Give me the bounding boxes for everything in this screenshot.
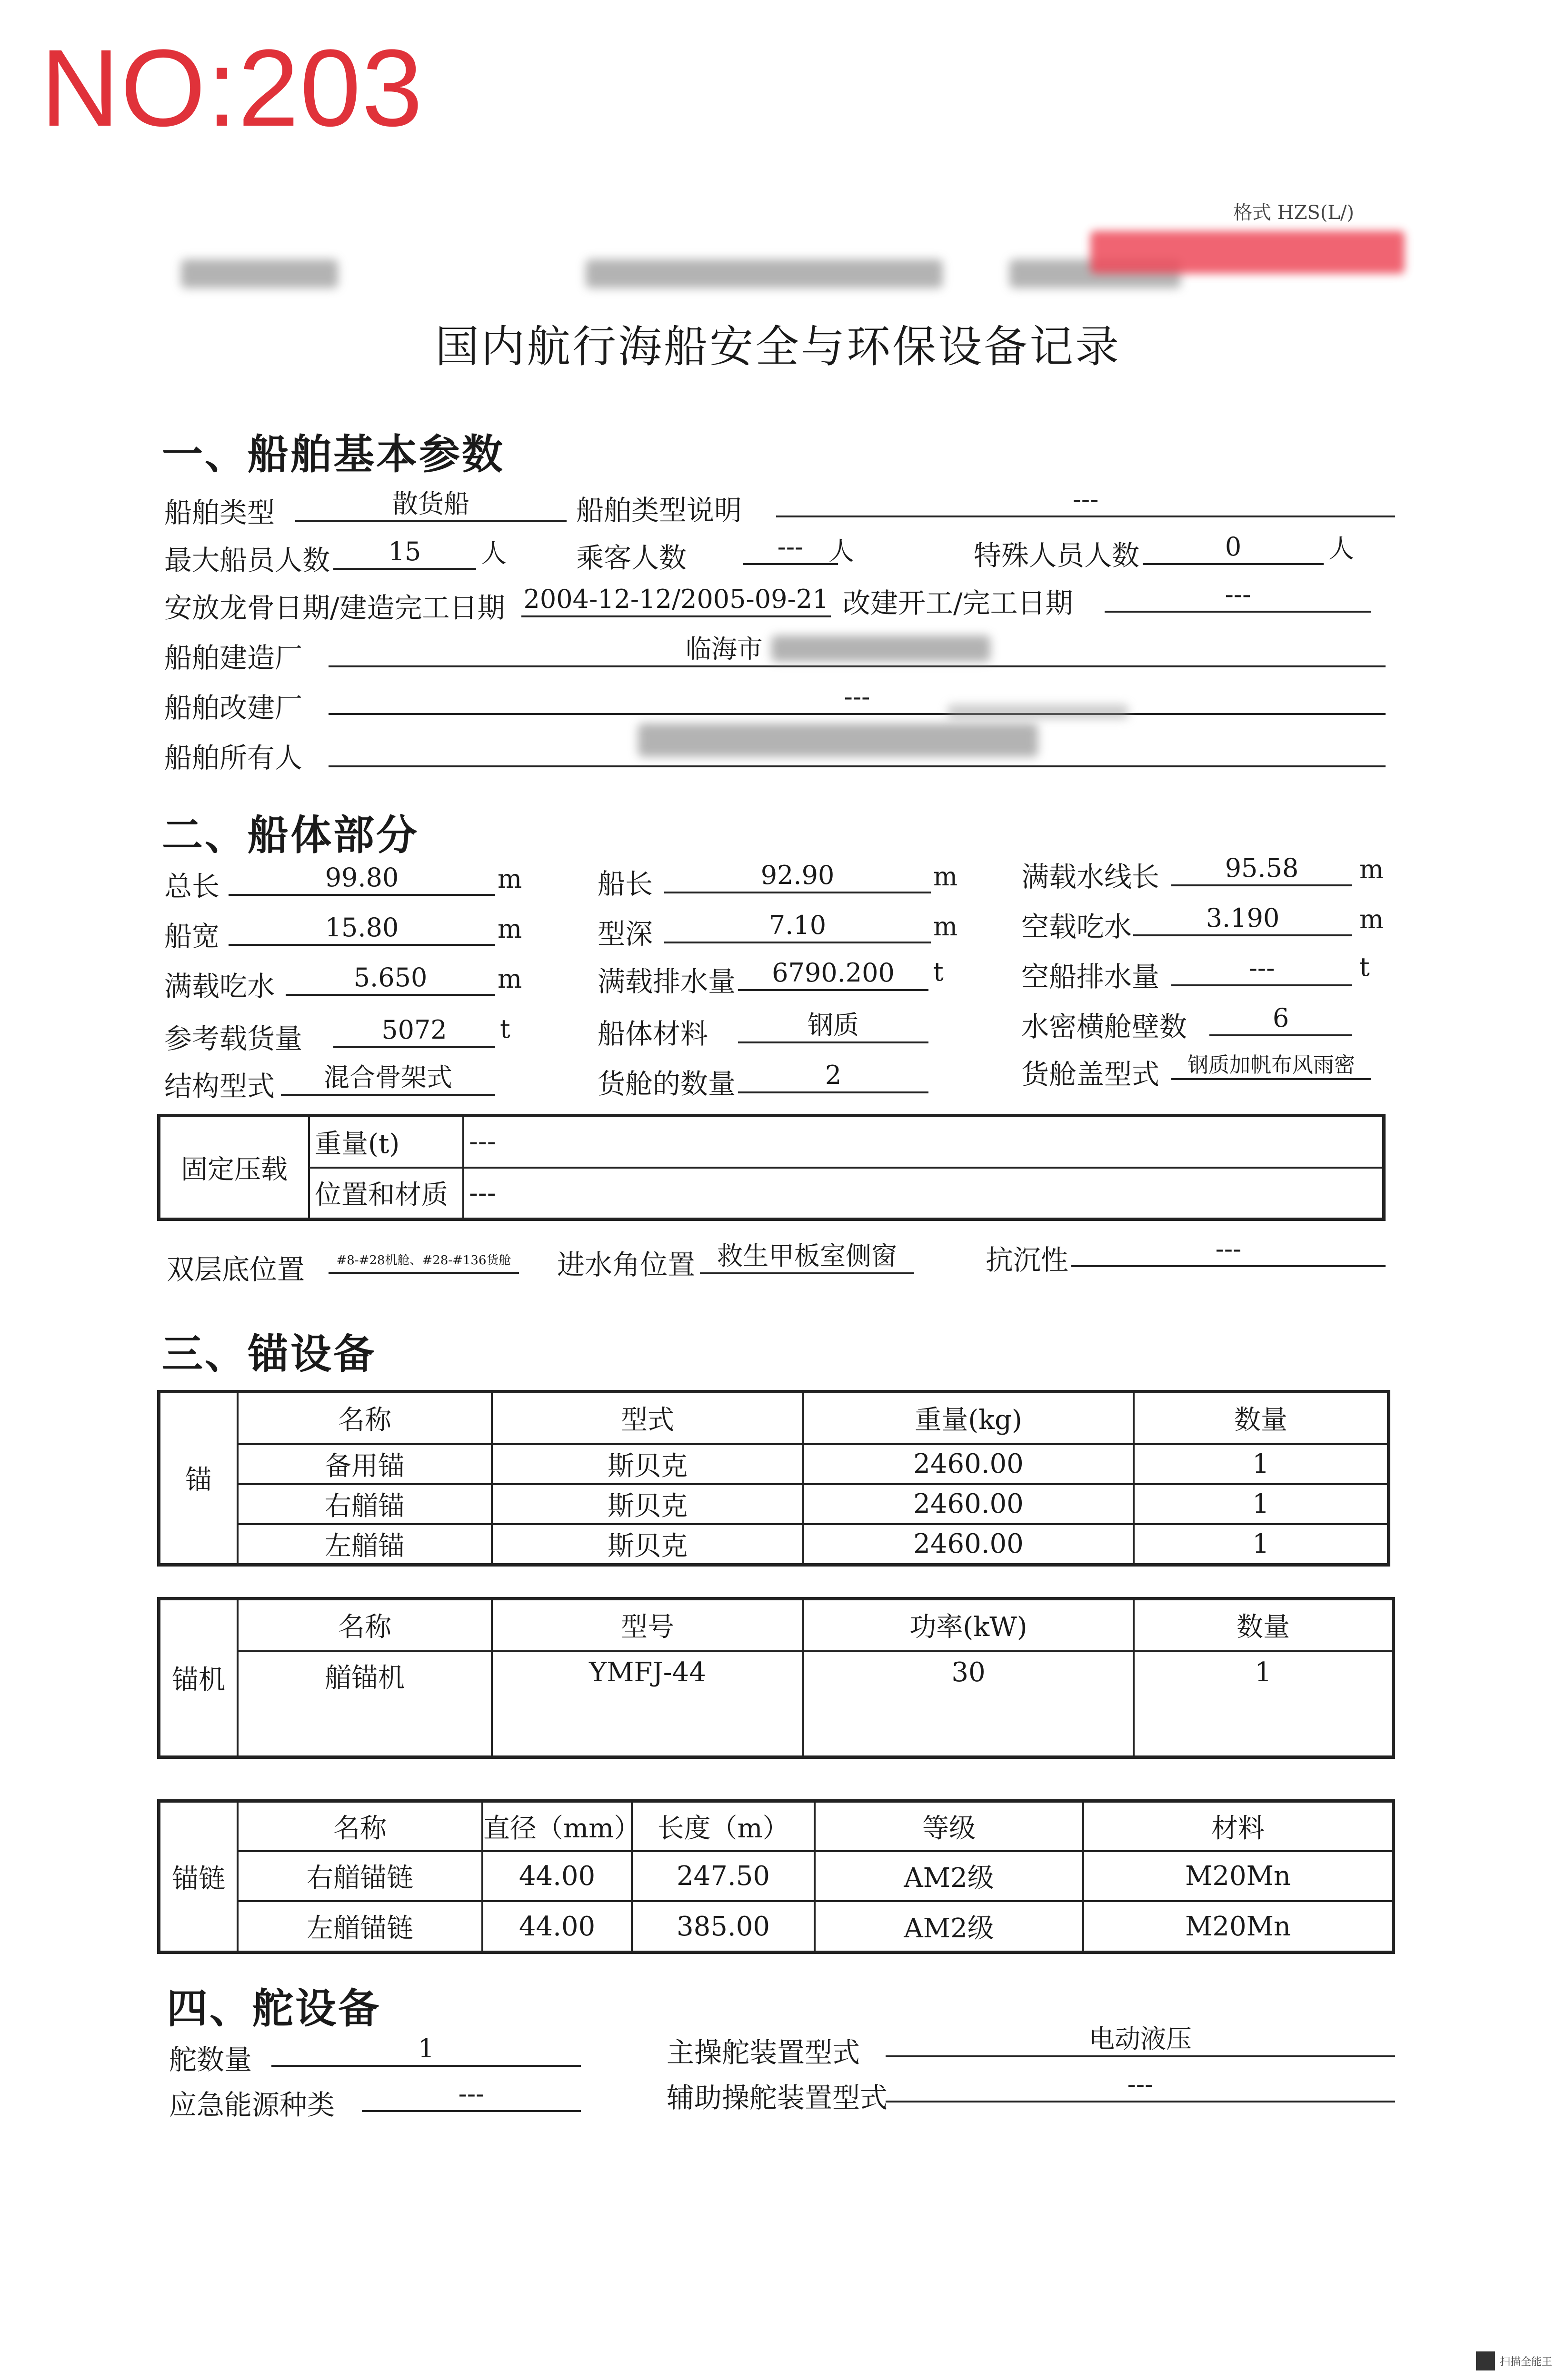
chain-grade: AM2级 bbox=[815, 1851, 1083, 1902]
ship-type-desc-label: 船舶类型说明 bbox=[576, 494, 742, 526]
light-draft-unit: m bbox=[1359, 904, 1384, 934]
aux-steer-value: --- bbox=[886, 2068, 1395, 2102]
ballast-weight-value: --- bbox=[463, 1116, 1384, 1168]
rebuild-label: 改建开工/完工日期 bbox=[843, 587, 1073, 619]
ballast-pos-label: 位置和材质 bbox=[309, 1168, 463, 1220]
struct-value: 混合骨架式 bbox=[281, 1061, 495, 1096]
beam-unit: m bbox=[498, 914, 522, 944]
main-steer-value: 电动液压 bbox=[886, 2023, 1395, 2057]
chain-group-label: 锚链 bbox=[159, 1801, 238, 1953]
builder-label: 船舶建造厂 bbox=[164, 642, 303, 674]
scanner-watermark: 扫描全能王 bbox=[1500, 2356, 1553, 2368]
rudder-count-value: 1 bbox=[271, 2033, 581, 2067]
ship-type-label: 船舶类型 bbox=[164, 496, 275, 529]
flood-label: 进水角位置 bbox=[557, 1249, 696, 1281]
chain-header-length: 长度（m） bbox=[632, 1801, 815, 1851]
anchor-weight: 2460.00 bbox=[803, 1524, 1134, 1565]
keel-label: 安放龙骨日期/建造完工日期 bbox=[164, 592, 505, 624]
windlass-header-name: 名称 bbox=[238, 1599, 492, 1651]
table-row bbox=[159, 1444, 1389, 1484]
lbp-label: 船长 bbox=[598, 868, 653, 900]
section-2-heading: 二、船体部分 bbox=[162, 811, 419, 859]
anchor-header-type: 型式 bbox=[492, 1392, 803, 1444]
max-crew-value: 15 bbox=[333, 536, 476, 570]
anchor-type: 斯贝克 bbox=[492, 1484, 803, 1524]
windlass-header-qty: 数量 bbox=[1134, 1599, 1394, 1651]
rudder-count-label: 舵数量 bbox=[169, 2043, 252, 2076]
windlass-group-label: 锚机 bbox=[159, 1599, 238, 1757]
anchor-weight: 2460.00 bbox=[803, 1484, 1134, 1524]
sink-label: 抗沉性 bbox=[986, 1244, 1069, 1276]
ballast-group-label: 固定压载 bbox=[159, 1116, 309, 1220]
record-number-stamp: NO:203 bbox=[40, 27, 424, 149]
anchor-header-qty: 数量 bbox=[1134, 1392, 1389, 1444]
anchor-qty: 1 bbox=[1134, 1444, 1389, 1484]
section-4-heading: 四、舵设备 bbox=[167, 1984, 381, 2033]
hull-mat-label: 船体材料 bbox=[598, 1018, 708, 1050]
loa-label: 总长 bbox=[164, 870, 220, 902]
windlass-header-model: 型号 bbox=[492, 1599, 803, 1651]
light-disp-unit: t bbox=[1359, 952, 1370, 982]
hatch-label: 货舱盖型式 bbox=[1021, 1058, 1160, 1091]
builder-value: 临海市 bbox=[329, 633, 1386, 667]
qr-code-icon bbox=[1476, 2351, 1495, 2370]
redacted-certificate-number bbox=[1090, 231, 1405, 274]
hull-mat-value: 钢质 bbox=[738, 1009, 928, 1043]
main-steer-label: 主操舵装置型式 bbox=[667, 2036, 860, 2069]
redacted-builder-name bbox=[771, 635, 990, 662]
chain-header-name: 名称 bbox=[238, 1801, 482, 1851]
table-row bbox=[159, 1901, 1394, 1952]
special-unit: 人 bbox=[1328, 534, 1354, 564]
loa-value: 99.80 bbox=[229, 862, 495, 896]
anchor-table bbox=[157, 1390, 1390, 1567]
anchor-type: 斯贝克 bbox=[492, 1444, 803, 1484]
full-disp-unit: t bbox=[933, 957, 944, 987]
windlass-power: 30 bbox=[803, 1651, 1134, 1757]
windlass-table bbox=[157, 1597, 1395, 1759]
anchor-header-name: 名称 bbox=[238, 1392, 492, 1444]
windlass-qty: 1 bbox=[1134, 1651, 1394, 1757]
full-disp-value: 6790.200 bbox=[738, 957, 928, 991]
anchor-type: 斯贝克 bbox=[492, 1524, 803, 1565]
chain-header-diameter: 直径（mm） bbox=[482, 1801, 632, 1851]
holds-label: 货舱的数量 bbox=[598, 1068, 736, 1100]
windlass-header-power: 功率(kW) bbox=[803, 1599, 1134, 1651]
table-row bbox=[159, 1524, 1389, 1565]
light-disp-value: --- bbox=[1171, 952, 1352, 986]
anchor-group-label: 锚 bbox=[159, 1392, 238, 1565]
holds-value: 2 bbox=[738, 1059, 928, 1093]
chain-header-material: 材料 bbox=[1083, 1801, 1394, 1851]
chain-name: 左艏锚链 bbox=[238, 1901, 482, 1952]
chain-header-grade: 等级 bbox=[815, 1801, 1083, 1851]
depth-label: 型深 bbox=[598, 918, 653, 950]
ballast-weight-label: 重量(t) bbox=[309, 1116, 463, 1168]
redacted-header-left bbox=[181, 259, 338, 288]
chain-diameter: 44.00 bbox=[482, 1901, 632, 1952]
section-1-heading: 一、船舶基本参数 bbox=[162, 430, 505, 478]
redacted-header-center bbox=[586, 259, 943, 288]
anchor-weight: 2460.00 bbox=[803, 1444, 1134, 1484]
light-draft-label: 空载吃水 bbox=[1021, 911, 1132, 943]
full-draft-label: 满载吃水 bbox=[164, 970, 275, 1002]
section-3-heading: 三、锚设备 bbox=[162, 1330, 376, 1378]
chain-diameter: 44.00 bbox=[482, 1851, 632, 1902]
max-crew-label: 最大船员人数 bbox=[164, 544, 330, 576]
cargo-value: 5072 bbox=[333, 1014, 495, 1048]
chain-table bbox=[157, 1799, 1395, 1954]
form-code: 格式 HZS(L/) bbox=[1233, 202, 1355, 224]
sink-value: --- bbox=[1071, 1233, 1386, 1267]
full-draft-unit: m bbox=[498, 964, 522, 994]
hatch-value: 钢质加帆布风雨密 bbox=[1171, 1052, 1371, 1080]
full-disp-label: 满载排水量 bbox=[598, 965, 736, 998]
loa-unit: m bbox=[498, 864, 522, 894]
redacted-owner-name bbox=[638, 724, 1038, 757]
cargo-unit: t bbox=[500, 1014, 510, 1044]
bulkheads-value: 6 bbox=[1209, 1002, 1352, 1036]
chain-grade: AM2级 bbox=[815, 1901, 1083, 1952]
chain-name: 右艏锚链 bbox=[238, 1851, 482, 1902]
lwl-unit: m bbox=[1359, 854, 1384, 884]
lbp-value: 92.90 bbox=[664, 859, 931, 893]
light-draft-value: 3.190 bbox=[1133, 902, 1352, 936]
anchor-header-weight: 重量(kg) bbox=[803, 1392, 1134, 1444]
special-label: 特殊人员人数 bbox=[974, 539, 1140, 572]
table-row bbox=[159, 1851, 1394, 1902]
aux-steer-label: 辅助操舵装置型式 bbox=[667, 2082, 888, 2114]
windlass-name: 艏锚机 bbox=[238, 1651, 492, 1757]
keel-value: 2004-12-12/2005-09-21 bbox=[521, 583, 831, 617]
light-disp-label: 空船排水量 bbox=[1021, 961, 1160, 993]
table-row bbox=[159, 1651, 1394, 1757]
anchor-name: 右艏锚 bbox=[238, 1484, 492, 1524]
flood-value: 救生甲板室侧窗 bbox=[700, 1240, 914, 1274]
anchor-name: 左艏锚 bbox=[238, 1524, 492, 1565]
emergency-label: 应急能源种类 bbox=[169, 2089, 335, 2121]
ballast-pos-value: --- bbox=[463, 1168, 1384, 1220]
emergency-value: --- bbox=[362, 2078, 581, 2112]
fixed-ballast-table bbox=[157, 1114, 1386, 1221]
table-row bbox=[159, 1484, 1389, 1524]
owner-label: 船舶所有人 bbox=[164, 742, 303, 774]
ship-type-value: 散货船 bbox=[295, 488, 567, 522]
chain-length: 385.00 bbox=[632, 1901, 815, 1952]
anchor-name: 备用锚 bbox=[238, 1444, 492, 1484]
chain-material: M20Mn bbox=[1083, 1851, 1394, 1902]
double-bottom-label: 双层底位置 bbox=[167, 1253, 305, 1286]
cargo-label: 参考载货量 bbox=[164, 1022, 303, 1055]
passengers-unit: 人 bbox=[828, 536, 854, 566]
anchor-qty: 1 bbox=[1134, 1484, 1389, 1524]
double-bottom-value: #8-#28机舱、#28-#136货舱 bbox=[329, 1250, 519, 1274]
anchor-qty: 1 bbox=[1134, 1524, 1389, 1565]
depth-unit: m bbox=[933, 912, 958, 942]
lbp-unit: m bbox=[933, 862, 958, 892]
lwl-value: 95.58 bbox=[1171, 852, 1352, 886]
beam-value: 15.80 bbox=[229, 912, 495, 946]
beam-label: 船宽 bbox=[164, 920, 220, 952]
special-value: 0 bbox=[1143, 531, 1324, 565]
chain-material: M20Mn bbox=[1083, 1901, 1394, 1952]
windlass-model: YMFJ-44 bbox=[492, 1651, 803, 1757]
passengers-label: 乘客人数 bbox=[576, 542, 687, 574]
bulkheads-label: 水密横舱壁数 bbox=[1021, 1011, 1187, 1043]
struct-label: 结构型式 bbox=[164, 1070, 275, 1102]
rebuilder-label: 船舶改建厂 bbox=[164, 692, 303, 724]
ship-type-desc-value: --- bbox=[776, 483, 1395, 517]
passengers-value: --- bbox=[743, 531, 838, 565]
max-crew-unit: 人 bbox=[481, 538, 507, 568]
full-draft-value: 5.650 bbox=[286, 962, 495, 996]
depth-value: 7.10 bbox=[664, 909, 931, 943]
redacted-owner-extra bbox=[948, 704, 1128, 719]
page-title: 国内航行海船安全与环保设备记录 bbox=[435, 321, 1121, 372]
lwl-label: 满载水线长 bbox=[1021, 861, 1160, 893]
rebuilder-value: --- bbox=[329, 681, 1386, 715]
rebuild-value: --- bbox=[1105, 578, 1371, 613]
chain-length: 247.50 bbox=[632, 1851, 815, 1902]
